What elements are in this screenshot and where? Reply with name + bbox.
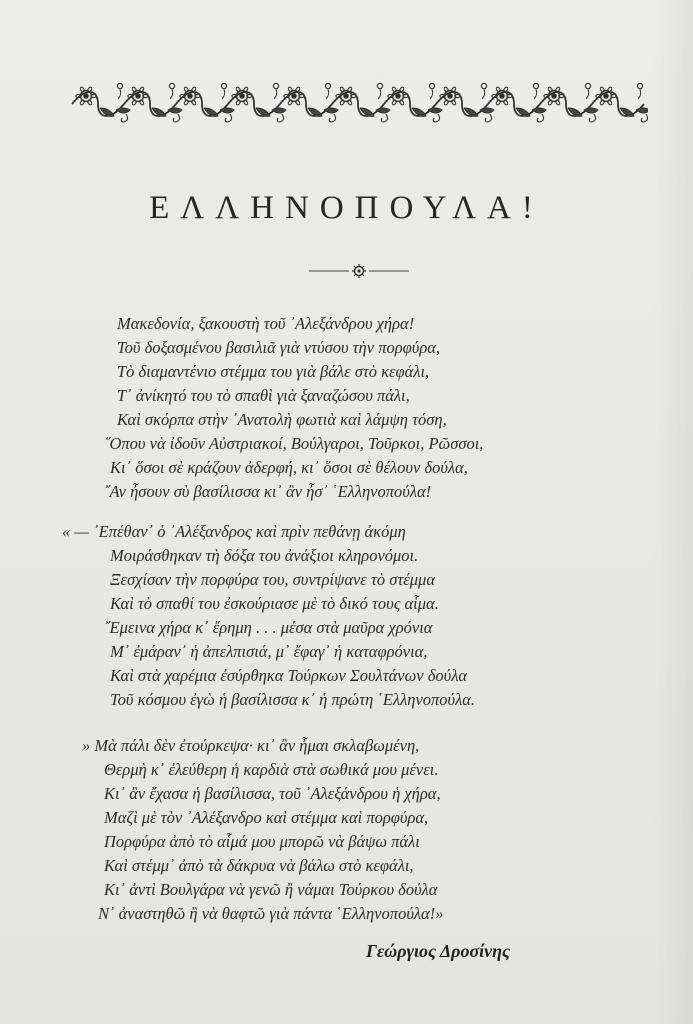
poem-line: Πορφύρα ἀπὸ τὸ αἷμά μου μπορῶ νὰ βάψω πάλι bbox=[104, 832, 420, 851]
poem-title: ΕΛΛΗΝΟΠΟΥΛΑ! bbox=[149, 190, 544, 226]
poem-line: Τ᾿ ἀνίκητό του τὸ σπαθὶ γιὰ ξαναζώσου πάλι, bbox=[117, 386, 410, 405]
page-fold-shadow bbox=[653, 0, 693, 1024]
poem-line: Κι᾿ ἂν ἔχασα ἡ βασίλισσα, τοῦ ᾿Αλεξάνδρου ἡ χήρα, bbox=[104, 784, 441, 803]
poem-line: Καὶ τὸ σπαθί του ἐσκούριασε μὲ τὸ δικό τους αἷμα. bbox=[110, 594, 439, 613]
poem-line: » Μὰ πάλι δὲν ἐτούρκεψα· κι᾿ ἂν ἦμαι σκλαβωμένη, bbox=[82, 736, 420, 755]
poem-line: Μοιράσθηκαν τὴ δόξα του ἀνάξιοι κληρονόμοι. bbox=[110, 546, 419, 565]
poem-line: Μ᾿ ἐμάραν᾿ ἡ ἀπελπισιά, μ᾿ ἔφαγ᾿ ἡ καταφρόνια, bbox=[110, 642, 428, 661]
author-signature: Γεώργιος Δροσίνης bbox=[366, 941, 511, 961]
poem-line: Ξεσχίσαν τὴν πορφύρα του, συντρίψανε τὸ στέμμα bbox=[110, 570, 435, 589]
poem-line: ῞Οπου νὰ ἰδοῦν Αὐστριακοί, Βούλγαροι, Τοῦρκοι, Ρῶσσοι, bbox=[104, 434, 484, 453]
poem-line: Μαζὶ μὲ τὸν ᾿Αλέξανδρο καὶ στέμμα καὶ πορφύρα, bbox=[104, 808, 429, 827]
poem-line: Μακεδονία, ξακουστὴ τοῦ ᾿Αλεξάνδρου χήρα! bbox=[117, 314, 415, 333]
poem-line: ῎Αν ἦσουν σὺ βασίλισσα κι᾿ ἂν ἦσ᾿ ῾Ελληνοπούλα! bbox=[104, 482, 432, 501]
poem-line: Τοῦ κόσμου ἐγὼ ἡ βασίλισσα κ᾿ ἡ πρώτη ῾Ελληνοπούλα. bbox=[110, 690, 476, 709]
poem-line: Τὸ διαμαντένιο στέμμα του γιὰ βάλε στὸ κεφάλι, bbox=[117, 362, 430, 381]
poem-line: Ν᾿ ἀναστηθῶ ἢ νὰ θαφτῶ γιὰ πάντα ῾Ελληνοπούλα!» bbox=[98, 904, 444, 923]
floral-border-ornament-icon bbox=[68, 74, 648, 132]
poem-line: Κι᾿ ὅσοι σὲ κράζουν ἀδερφή, κι᾿ ὅσοι σὲ θέλουν δούλα, bbox=[110, 458, 468, 477]
poem-line: Θερμὴ κ᾿ ἐλεύθερη ἡ καρδιὰ στὰ σωθικά μου μένει. bbox=[104, 760, 439, 779]
poem-line: Καὶ στέμμ᾿ ἀπὸ τὰ δάκρυα νὰ βάλω στὸ κεφάλι, bbox=[104, 856, 414, 875]
poem-line: Τοῦ δοξασμένου βασιλιᾶ γιὰ ντύσου τὴν πορφύρα, bbox=[117, 338, 441, 357]
flower-divider-icon bbox=[309, 262, 409, 280]
poem-line: Καὶ στὰ χαρέμια ἐσύρθηκα Τούρκων Σουλτάνων δούλα bbox=[110, 666, 468, 685]
poem-line: « — ᾿Επέθαν᾿ ὁ ᾿Αλέξανδρος καὶ πρὶν πεθάνῃ ἀκόμη bbox=[62, 522, 406, 541]
poem-line: Καὶ σκόρπα στὴν ᾿Ανατολὴ φωτιὰ καὶ λάμψη τόση, bbox=[117, 410, 447, 429]
poem-line: Κι᾿ ἀντὶ Βουλγάρα νὰ γενῶ ἢ νάμαι Τούρκου δούλα bbox=[104, 880, 438, 899]
poem-line: ῎Εμεινα χήρα κ᾿ ἔρημη . . . μέσα στὰ μαῦρα χρόνια bbox=[104, 618, 433, 637]
